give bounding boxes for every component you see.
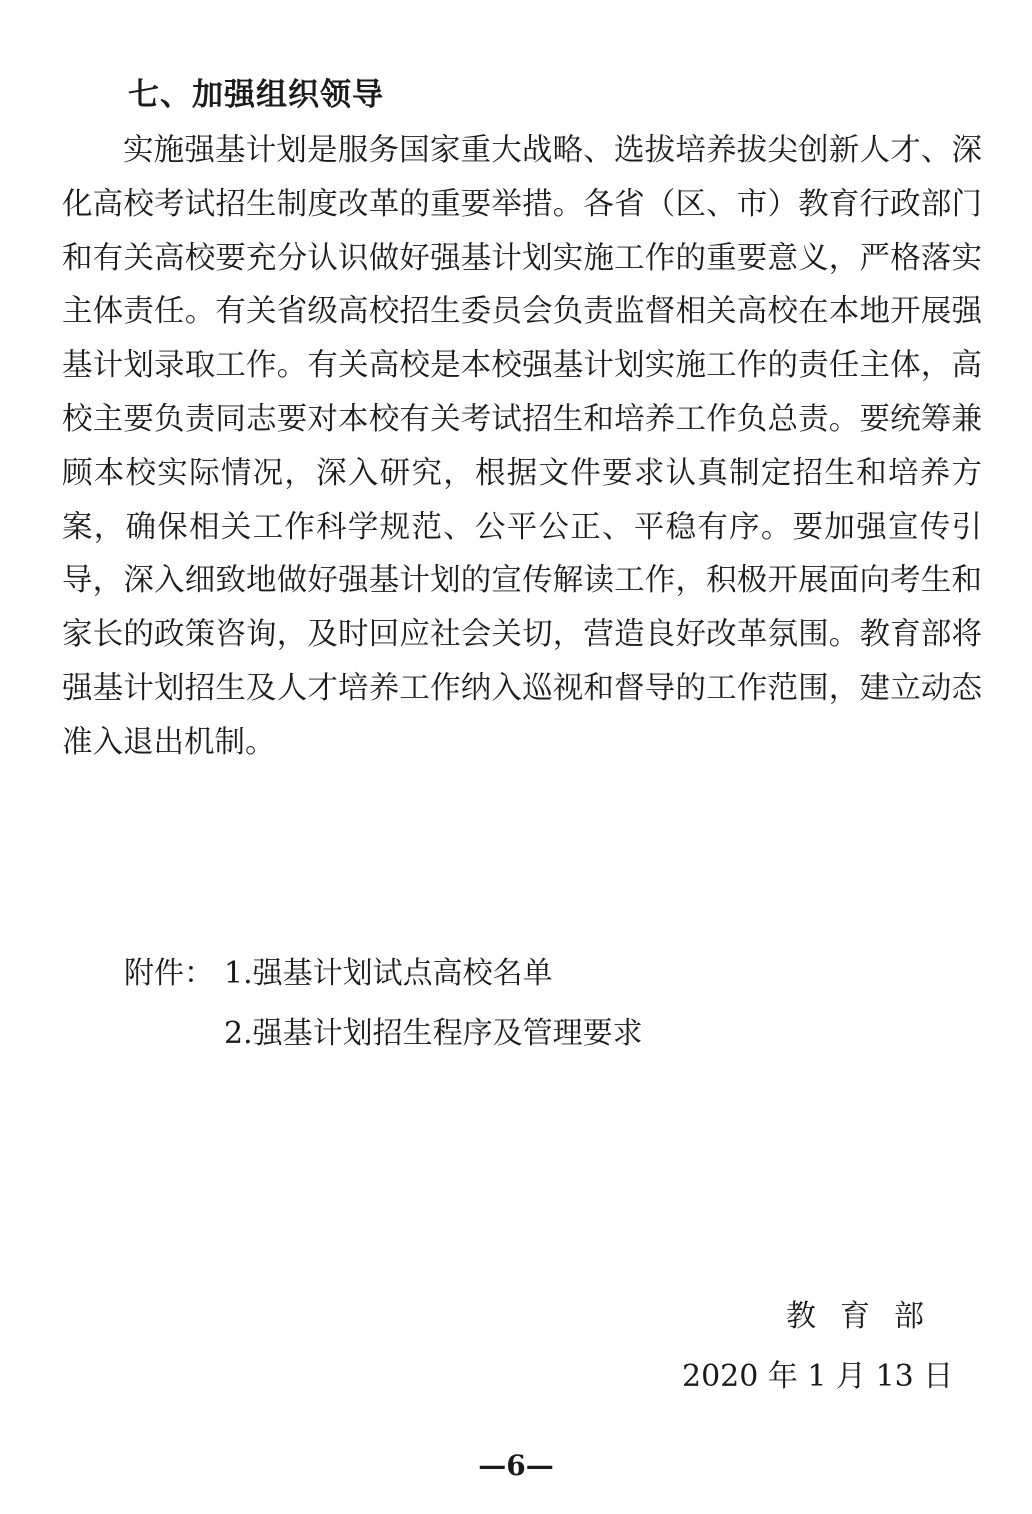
issuer-name: 教育部 (786, 1299, 948, 1334)
section-heading: 七、加强组织领导 (128, 77, 384, 113)
attachment-item-1: 1.强基计划试点高校名单 (224, 956, 553, 991)
attachment-item-2: 2.强基计划招生程序及管理要求 (224, 1016, 643, 1051)
issue-date: 2020 年 1 月 13 日 (682, 1359, 954, 1394)
attachments-indent-spacer (124, 1004, 224, 1064)
section-paragraph: 实施强基计划是服务国家重大战略、选拔培养拔尖创新人才、深化高校考试招生制度改革的重要举措。各省（区、市）教育行政部门和有关高校要充分认识做好强基计划实施工作的重要意义，严格落实主体责任。有关省级高校招生委员会负责监督相关高校在本地开展强基计划录取工作。有关高校是本校强基计划实施工作的责任主体，高校主要负责同志要对本校有关考试招生和培养工作负总责。要统筹兼顾本校实际情况，深入研究，根据文件要求认真制定招生和培养方案，确保相关工作科学规范、公平公正、平稳有序。要加强宣传引导，深入细致地做好强基计划的宣传解读工作，积极开展面向考生和家长的政策咨询，及时回应社会关切，营造良好改革氛围。教育部将强基计划招生及人才培养工作纳入巡视和督导的工作范围，建立动态准入退出机制。 (62, 133, 982, 760)
attachments-label: 附件： (124, 956, 214, 991)
attachments-block (124, 944, 643, 1064)
signature-block (786, 1292, 948, 1342)
attachment-row-1 (124, 944, 643, 1004)
page-number: —6— (478, 1449, 554, 1482)
attachment-row-2 (124, 1004, 643, 1064)
